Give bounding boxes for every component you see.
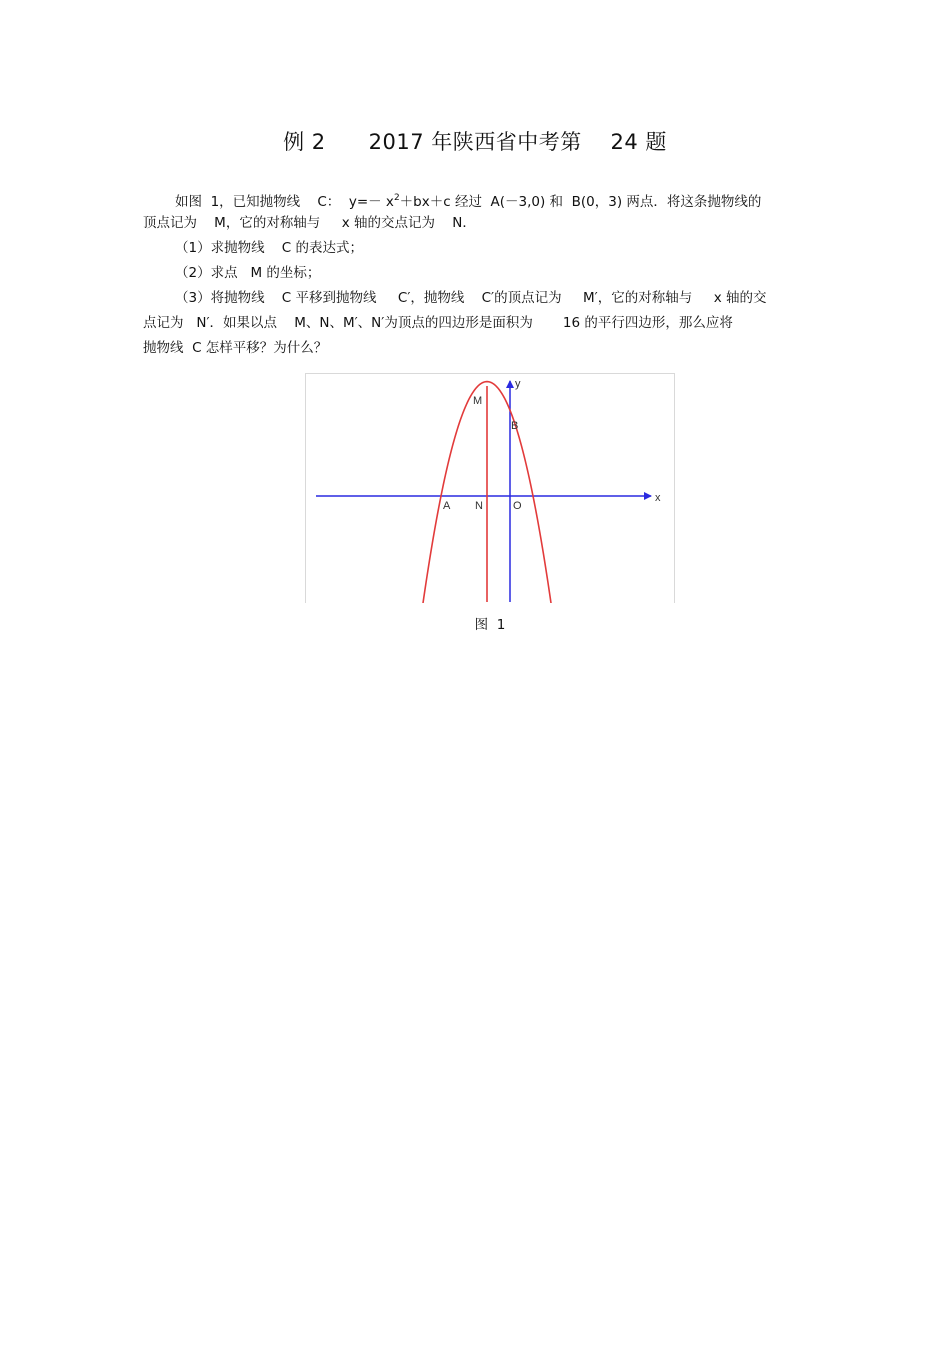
label-B: B (511, 420, 519, 432)
exponent: 2 (393, 193, 400, 203)
problem-line-1-pre: 如图 1，已知抛物线 C： y=－ x (175, 194, 394, 210)
page-title: 例 2 2017 年陕西省中考第 24 题 (283, 130, 667, 154)
question-1: （1）求抛物线 C 的表达式； (175, 240, 363, 256)
question-2: （2）求点 M 的坐标； (175, 265, 321, 281)
problem-line-2: 顶点记为 M，它的对称轴与 x 轴的交点记为 N． (143, 215, 476, 231)
parabola-graph (306, 374, 675, 603)
question-3-line-2: 点记为 N′．如果以点 M、N、M′、N′为顶点的四边形是面积为 16 的平行四边形，那么应将 (143, 315, 733, 331)
question-3-line-3: 抛物线 C 怎样平移？为什么？ (143, 340, 328, 356)
parabola-figure (305, 373, 675, 603)
label-y: y (515, 378, 521, 390)
figure-caption: 图 1 (474, 617, 506, 633)
label-x: x (655, 492, 661, 504)
problem-line-1-post: ＋bx＋c 经过 A(－3,0) 和 B(0，3) 两点．将这条抛物线的 (399, 194, 762, 210)
label-A: A (443, 500, 451, 512)
label-M: M (473, 395, 483, 407)
label-N: N (475, 500, 483, 512)
label-O: O (513, 500, 522, 512)
question-3-line-1: （3）将抛物线 C 平移到抛物线 C′，抛物线 C′的顶点记为 M′，它的对称轴与 x 轴的交 (175, 290, 767, 306)
